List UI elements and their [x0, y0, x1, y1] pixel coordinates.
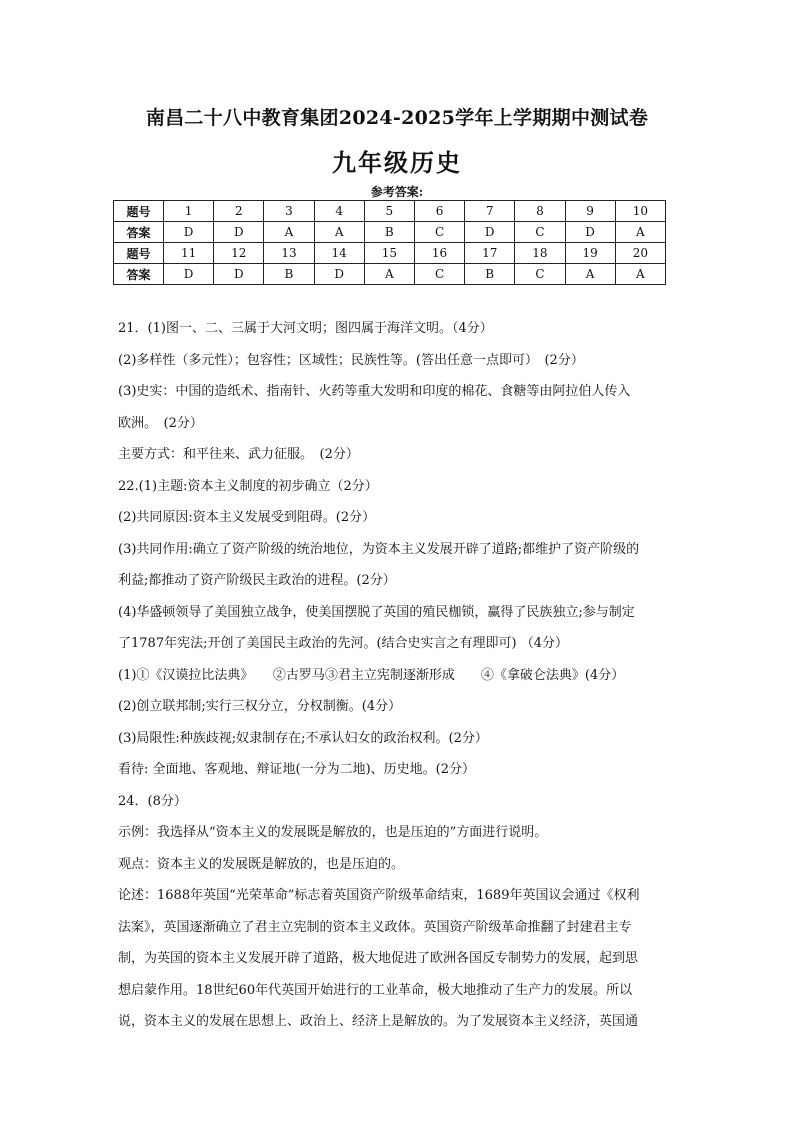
exam-title: 南昌二十八中教育集团2024-2025学年上学期期中测试卷 — [145, 107, 649, 129]
answer-key-label: 参考答案: — [370, 185, 424, 199]
question-number: 5 — [364, 201, 414, 222]
text-line: (4)华盛顿领导了美国独立战争，使美国摆脱了英国的殖民枷锁，赢得了民族独立;参与制定 — [118, 604, 635, 620]
answer-table — [113, 200, 666, 285]
question-number: 4 — [314, 201, 364, 222]
question-number: 2 — [214, 201, 264, 222]
text-line: (2)创立联邦制;实行三权分立，分权制衡。(4分） — [118, 699, 402, 714]
question-row — [114, 243, 666, 264]
answer-cell: B — [465, 264, 515, 285]
answer-cell: A — [314, 222, 364, 243]
text-line: 欧洲。 (2分） — [118, 415, 203, 431]
question-row — [114, 201, 666, 222]
question-number: 1 — [164, 201, 214, 222]
text-line: 论述：1688年英国“光荣革命”标志着英国资产阶级革命结束，1689年英国议会通过《权利 — [118, 888, 640, 903]
answer-cell: A — [615, 222, 665, 243]
question-number: 7 — [465, 201, 515, 222]
answer-cell: C — [515, 264, 565, 285]
text-line: (3)共同作用:确立了资产阶级的统治地位，为资本主义发展开辟了道路;都维护了资产阶级的 — [118, 541, 640, 557]
question-number: 6 — [414, 201, 464, 222]
question-number: 10 — [615, 201, 665, 222]
answer-row — [114, 264, 666, 285]
question-number: 9 — [565, 201, 615, 222]
row-label: 题号 — [114, 201, 164, 222]
question-number: 3 — [264, 201, 314, 222]
text-line: 利益;都推动了资产阶级民主政治的进程。(2分） — [118, 573, 396, 588]
text-line: 法案》，英国逐渐确立了君主立宪制的资本主义政体。英国资产阶级革命推翻了封建君主专 — [118, 919, 632, 935]
row-label: 题号 — [114, 243, 164, 264]
text-line: 观点：资本主义的发展既是解放的，也是压迫的。 — [118, 856, 405, 872]
answer-cell: B — [264, 264, 314, 285]
answer-cell: A — [565, 264, 615, 285]
question-number: 11 — [164, 243, 214, 264]
answer-cell: D — [214, 264, 264, 285]
text-line: 想启蒙作用。18世纪60年代英国开始进行的工业革命，极大地推动了生产力的发展。所以 — [118, 982, 633, 998]
answer-cell: A — [615, 264, 665, 285]
exam-subject: 九年级历史 — [332, 148, 462, 177]
question-number: 14 — [314, 243, 364, 264]
answer-cell: D — [465, 222, 515, 243]
answer-cell: C — [414, 264, 464, 285]
question-number: 18 — [515, 243, 565, 264]
answer-cell: D — [164, 222, 214, 243]
question-number: 15 — [364, 243, 414, 264]
answer-cell: D — [314, 264, 364, 285]
question-number: 19 — [565, 243, 615, 264]
question-number: 8 — [515, 201, 565, 222]
answer-cell: A — [364, 264, 414, 285]
text-line: (2)共同原因:资本主义发展受到阻碍。(2分） — [118, 510, 376, 525]
answer-cell: A — [264, 222, 314, 243]
text-line: 24．(8分） — [118, 793, 187, 809]
answer-cell: D — [164, 264, 214, 285]
text-line: 主要方式：和平往来、武力征服。 (2分） — [118, 447, 359, 462]
text-line: 示例：我选择从“资本主义的发展既是解放的，也是压迫的”方面进行说明。 — [118, 825, 548, 840]
answer-cell: D — [214, 222, 264, 243]
text-line: (3)史实：中国的造纸术、指南针、火药等重大发明和印度的棉花、食糖等由阿拉伯人传入 — [118, 384, 631, 399]
answer-cell: B — [364, 222, 414, 243]
text-line: (1)①《汉谟拉比法典》 ②古罗马③君主立宪制逐渐形成 ④《拿破仑法典》(4分） — [118, 667, 625, 683]
question-number: 16 — [414, 243, 464, 264]
answer-row — [114, 222, 666, 243]
question-number: 17 — [465, 243, 515, 264]
text-line: 说，资本主义的发展在思想上、政治上、经济上是解放的。为了发展资本主义经济，英国通 — [118, 1014, 639, 1029]
text-line: 制，为英国的资本主义发展开辟了道路，极大地促进了欧洲各国反专制势力的发展，起到思 — [118, 951, 639, 966]
text-line: 了1787年宪法;开创了美国民主政治的先河。(结合史实言之有理即可) （4分） — [118, 636, 569, 651]
text-line: (3)局限性:种族歧视;奴隶制存在;不承认妇女的政治权利。(2分） — [118, 730, 488, 746]
answer-cell: C — [414, 222, 464, 243]
question-number: 13 — [264, 243, 314, 264]
row-label: 答案 — [114, 222, 164, 243]
text-line: (2)多样性（多元性）；包容性；区域性；民族性等。(答出任意一点即可） (2分） — [118, 352, 584, 368]
text-line: 22.(1)主题:资本主义制度的初步确立（2分） — [118, 478, 378, 494]
row-label: 答案 — [114, 264, 164, 285]
question-number: 12 — [214, 243, 264, 264]
answer-cell: C — [515, 222, 565, 243]
answer-cell: D — [565, 222, 615, 243]
text-line: 看待: 全面地、客观地、辩证地(一分为二地)、历史地。(2分） — [118, 762, 475, 777]
question-number: 20 — [615, 243, 665, 264]
answer-explanations — [118, 313, 678, 1038]
text-line: 21．(1)图一、二、三属于大河文明；图四属于海洋文明。（4分） — [118, 321, 493, 336]
